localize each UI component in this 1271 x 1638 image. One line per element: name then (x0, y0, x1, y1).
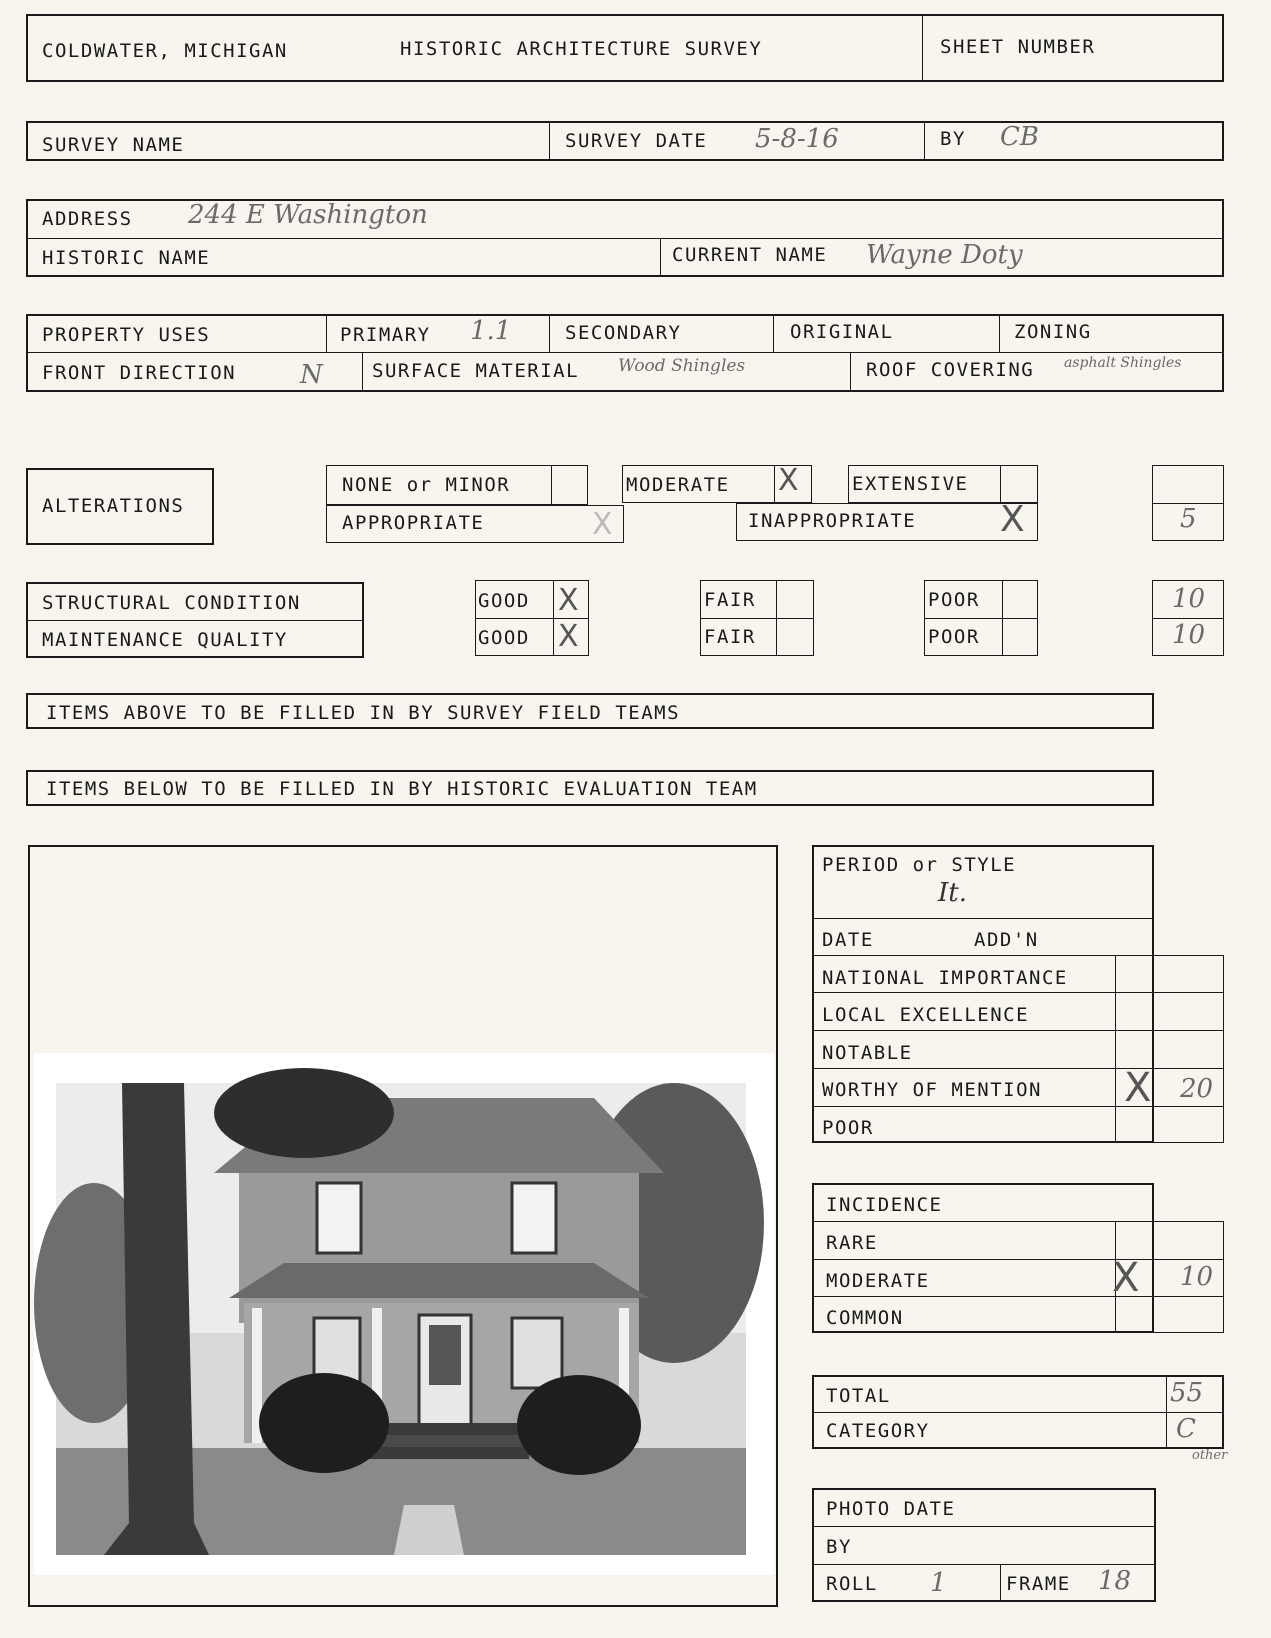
category-value: C (1176, 1414, 1196, 1444)
incidence-moderate-mark: X (1112, 1255, 1140, 1301)
eval-line-1 (812, 918, 1154, 919)
photo-info-line-2 (812, 1564, 1156, 1565)
frame-value: 18 (1098, 1566, 1132, 1596)
roll-frame-divider (1000, 1564, 1001, 1602)
surface-divider (362, 352, 363, 392)
inappropriate-label: INAPPROPRIATE (748, 510, 917, 532)
surface-material-value: Wood Shingles (618, 356, 746, 376)
structural-poor-label: POOR (928, 589, 980, 611)
worthy-of-mention-score: 20 (1180, 1074, 1214, 1104)
condition-divider (26, 620, 364, 621)
structural-fair-label: FAIR (704, 589, 756, 611)
eval-line-6 (812, 1106, 1224, 1107)
zoning-label: ZONING (1014, 321, 1092, 343)
structural-good-label: GOOD (478, 590, 530, 612)
structural-good-mark: X (558, 583, 579, 618)
national-importance-label: NATIONAL IMPORTANCE (822, 967, 1068, 989)
eval-date-label: DATE (822, 929, 874, 951)
local-excellence-label: LOCAL EXCELLENCE (822, 1004, 1030, 1026)
frame-label: FRAME (1006, 1573, 1071, 1595)
appropriate-label: APPROPRIATE (342, 512, 485, 534)
city-label: COLDWATER, MICHIGAN (42, 40, 288, 62)
worthy-of-mention-label: WORTHY OF MENTION (822, 1079, 1042, 1101)
current-name-divider (660, 238, 661, 277)
original-divider (773, 314, 774, 352)
fair-checkbox-line (776, 580, 777, 656)
roll-label: ROLL (826, 1573, 878, 1595)
roof-covering-label: ROOF COVERING (866, 359, 1035, 381)
category-label: CATEGORY (826, 1420, 930, 1442)
alterations-label: ALTERATIONS (42, 495, 185, 517)
primary-divider (326, 314, 327, 352)
none-minor-checkbox-line (551, 465, 552, 505)
front-direction-label: FRONT DIRECTION (42, 362, 237, 384)
moderate-label: MODERATE (626, 474, 730, 496)
inappropriate-mark: X (1000, 499, 1025, 540)
eval-line-3 (812, 992, 1224, 993)
structural-score: 10 (1172, 584, 1206, 614)
total-value: 55 (1170, 1378, 1204, 1408)
house-photograph (34, 1053, 774, 1575)
category-note: other (1192, 1448, 1228, 1463)
none-minor-label: NONE or MINOR (342, 474, 511, 496)
eval-poor-label: POOR (822, 1117, 874, 1139)
poor-checkbox-line (1002, 580, 1003, 656)
maintenance-quality-label: MAINTENANCE QUALITY (42, 629, 288, 651)
extensive-checkbox-line (1000, 465, 1001, 503)
maintenance-score: 10 (1172, 620, 1206, 650)
photo-by-label: BY (826, 1536, 852, 1558)
photo-date-label: PHOTO DATE (826, 1498, 956, 1520)
form-title: HISTORIC ARCHITECTURE SURVEY (400, 38, 763, 60)
extensive-label: EXTENSIVE (852, 473, 969, 495)
roof-divider (850, 352, 851, 392)
poor-divider (924, 618, 1038, 619)
house-photo-svg (34, 1053, 774, 1575)
survey-divider-1 (549, 121, 550, 161)
current-name-label: CURRENT NAME (672, 244, 828, 266)
property-divider (26, 352, 1224, 353)
header-divider (922, 14, 923, 82)
condition-score-line (1152, 618, 1224, 619)
photo-info-line-1 (812, 1526, 1156, 1527)
survey-by-value: CB (1000, 122, 1039, 152)
roof-covering-value: asphalt Shingles (1064, 355, 1182, 371)
maintenance-good-label: GOOD (478, 627, 530, 649)
address-value: 244 E Washington (188, 200, 428, 230)
incidence-moderate-label: MODERATE (826, 1270, 930, 1292)
moderate-mark: X (778, 463, 799, 498)
historic-name-label: HISTORIC NAME (42, 247, 211, 269)
structural-condition-label: STRUCTURAL CONDITION (42, 592, 301, 614)
common-label: COMMON (826, 1307, 904, 1329)
roll-value: 1 (930, 1568, 947, 1598)
current-name-value: Wayne Doty (866, 240, 1023, 270)
original-label: ORIGINAL (790, 321, 894, 343)
address-label: ADDRESS (42, 208, 133, 230)
survey-date-value: 5-8-16 (755, 124, 839, 154)
fair-divider (700, 618, 814, 619)
worthy-of-mention-mark: X (1124, 1065, 1152, 1111)
surface-material-label: SURFACE MATERIAL (372, 360, 580, 382)
appropriate-mark: X (592, 507, 613, 542)
good-checkbox-line (553, 580, 554, 656)
inc-line-3 (812, 1296, 1224, 1297)
total-divider (812, 1412, 1224, 1413)
survey-divider-2 (924, 121, 925, 161)
address-divider (26, 238, 1224, 239)
eval-line-4 (812, 1030, 1224, 1031)
period-style-label: PERIOD or STYLE (822, 854, 1017, 876)
note-above: ITEMS ABOVE TO BE FILLED IN BY SURVEY FIELD TEAMS (46, 702, 681, 724)
secondary-divider (549, 314, 550, 352)
rare-label: RARE (826, 1232, 878, 1254)
survey-name-label: SURVEY NAME (42, 134, 185, 156)
sheet-number-label: SHEET NUMBER (940, 36, 1096, 58)
front-direction-value: N (300, 360, 323, 390)
note-below: ITEMS BELOW TO BE FILLED IN BY HISTORIC EVALUATION TEAM (46, 778, 758, 800)
maintenance-poor-label: POOR (928, 626, 980, 648)
alterations-score: 5 (1180, 504, 1197, 534)
eval-line-2 (812, 955, 1224, 956)
survey-by-label: BY (940, 128, 966, 150)
moderate-checkbox-line (774, 465, 775, 503)
period-style-value: It. (938, 878, 967, 908)
inc-line-1 (812, 1221, 1224, 1222)
notable-label: NOTABLE (822, 1042, 913, 1064)
total-label: TOTAL (826, 1385, 891, 1407)
primary-value: 1.1 (470, 316, 512, 346)
maintenance-fair-label: FAIR (704, 626, 756, 648)
maintenance-good-mark: X (558, 619, 579, 654)
secondary-label: SECONDARY (565, 322, 682, 344)
survey-date-label: SURVEY DATE (565, 130, 708, 152)
inc-line-2 (812, 1259, 1224, 1260)
eval-addn-label: ADD'N (974, 929, 1039, 951)
zoning-divider (999, 314, 1000, 352)
primary-label: PRIMARY (340, 324, 431, 346)
eval-score-column (1115, 955, 1224, 1143)
incidence-moderate-score: 10 (1180, 1262, 1214, 1292)
incidence-label: INCIDENCE (826, 1194, 943, 1216)
property-uses-label: PROPERTY USES (42, 324, 211, 346)
eval-line-5 (812, 1068, 1224, 1069)
total-score-divider (1166, 1375, 1167, 1449)
